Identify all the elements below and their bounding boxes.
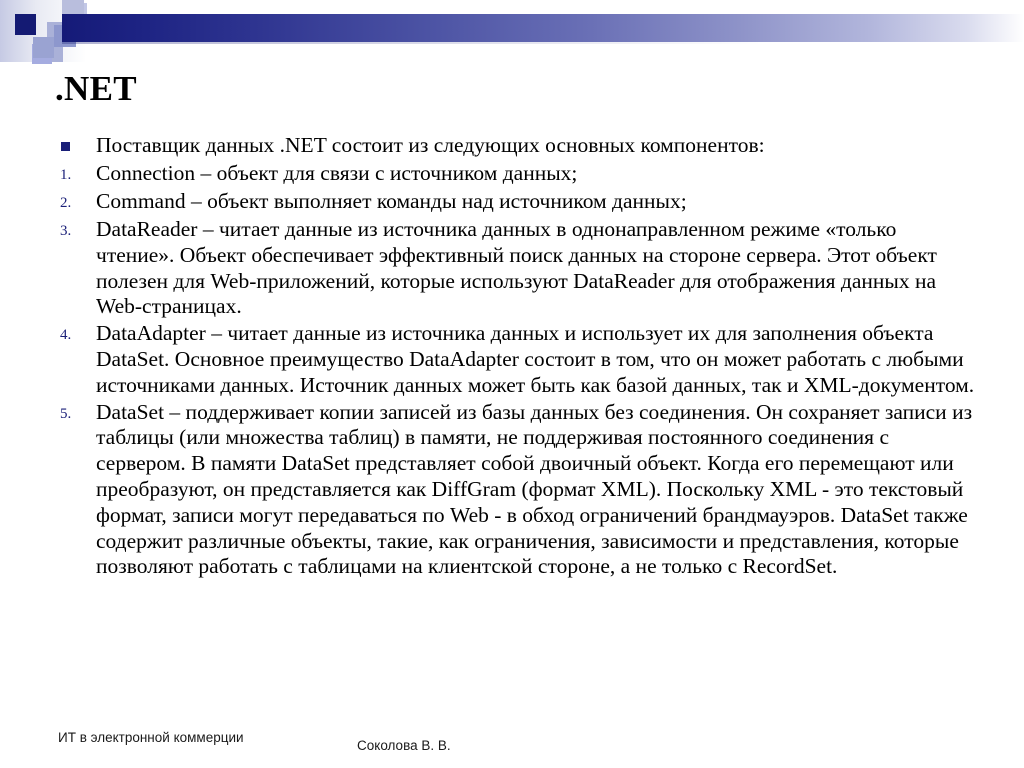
footer-course-label: ИТ в электронной коммерции (58, 730, 244, 745)
list-item-text: Поставщик данных .NET состоит из следующих основных компонентов: (96, 133, 765, 157)
list-item (60, 321, 980, 398)
list-marker-number: 1. (60, 167, 72, 183)
list-item-text: DataAdapter – читает данные из источника данных и использует их для заполнения объекта DataSet. Основное преимущество DataAdapter состоит в том, что он может работать с любыми источниками данных. Источник данных может быть как базой данных, так и XML-документом. (96, 321, 975, 397)
list-marker-number: 3. (60, 223, 72, 239)
list-item-text: DataReader – читает данные из источника данных в однонаправленном режиме «только чтение». Объект обеспечивает эффективный поиск данных на стороне сервера. Этот объект полезен для Web-приложений, которые используют DataReader для отображения данных на Web-страницах. (96, 217, 937, 319)
list-item (60, 217, 980, 320)
header-decoration (0, 0, 1024, 62)
list-item (60, 189, 980, 216)
gradient-bar (62, 14, 1024, 42)
list-item-text: DataSet – поддерживает копии записей из базы данных без соединения. Он сохраняет записи из таблицы (или множества таблиц) в памяти, не поддерживая постоянного соединения с сервером. В памяти DataSet представляет собой двоичный объект. Когда его перемещают или преобразуют, он представляется как DiffGram (формат XML). Поскольку XML - это текстовый формат, записи могут передаваться по Web - в обход ограничений брандмауэров. DataSet также содержит различные объекты, такие, как ограничения, зависимости и представления, которые позволяют работать с таблицами на клиентской стороне, а не только с RecordSet. (96, 399, 973, 579)
content-list (60, 133, 980, 581)
gradient-bar-shadow (62, 42, 762, 44)
navy-square (15, 14, 36, 35)
list-marker-number: 4. (60, 327, 72, 344)
footer-author-label: Соколова В. В. (357, 738, 451, 753)
square-bullet-icon (61, 142, 70, 151)
page-title: .NET (55, 69, 137, 108)
mid-square (33, 37, 54, 58)
list-marker-number: 2. (60, 195, 72, 211)
list-item (60, 161, 980, 188)
list-marker-number: 5. (60, 405, 72, 422)
list-item-text: Connection – объект для связи с источником данных; (96, 161, 578, 185)
list-item (60, 133, 980, 160)
list-item (60, 400, 980, 581)
slide-footer (0, 722, 1024, 768)
list-marker-bullet (60, 133, 96, 160)
list-item-text: Command – объект выполняет команды над источником данных; (96, 189, 687, 213)
